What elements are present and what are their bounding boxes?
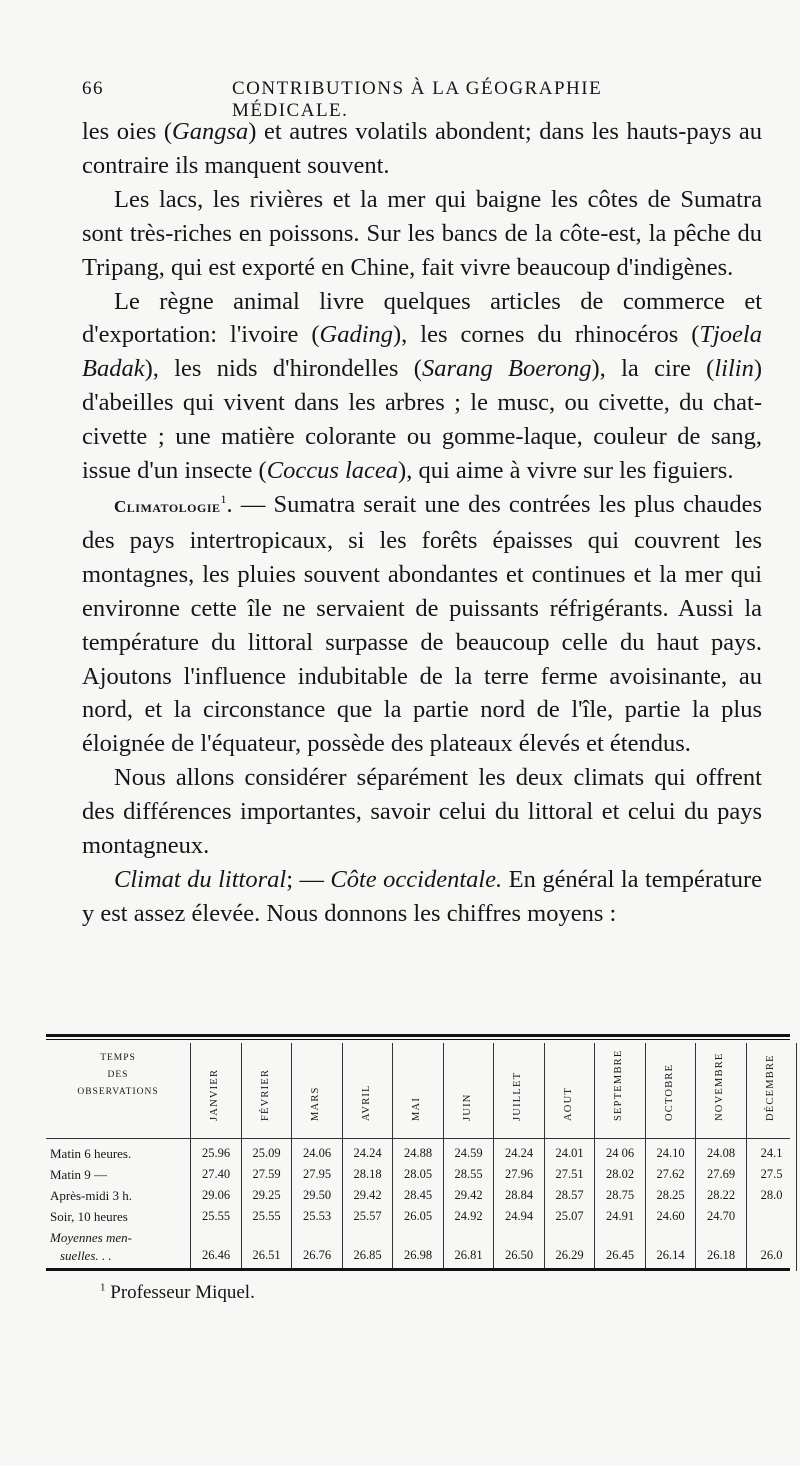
table-cell: 28.18	[353, 1167, 382, 1181]
paragraph-3: Le règne animal livre quelques articles de commerce et d'exportation: l'ivoire (Gading), les cornes du rhinocéros (Tjoela Badak), les nids d'hirondelles (Sarang Boerong), la cire (lilin) d'abeilles qui vivent dans les arbres ; le musc, ou civette, du chat-civette ; une matière colorante ou gomme-laque, couleur de sang, issue d'un insecte (Coccus lacea), qui aime à vivre sur les figuiers.	[82, 287, 762, 485]
table-cell: 28.75	[605, 1188, 635, 1202]
table-cell: 25.57	[353, 1209, 382, 1223]
table-cell: 28.25	[656, 1188, 685, 1202]
table-cell: 25.55	[252, 1209, 281, 1223]
table-cell: 27.5	[760, 1167, 783, 1181]
table-cell: 28.0	[760, 1188, 783, 1202]
table-cell: 29.50	[302, 1188, 332, 1202]
table-cell: 28.22	[706, 1188, 736, 1202]
table-cell: 26.76	[302, 1248, 332, 1262]
month-header: JANVIER	[209, 1068, 220, 1121]
table-cell: 25.09	[252, 1146, 281, 1160]
table-cell: 26.18	[706, 1248, 736, 1262]
table-cell: 25.07	[555, 1209, 584, 1223]
month-header: AVRIL	[360, 1084, 372, 1121]
table-cell: 24.24	[504, 1146, 534, 1160]
row-label: Matin 6 heures.	[50, 1146, 132, 1161]
month-header: NOVEMBRE	[714, 1052, 725, 1121]
footnote-ref: 1	[220, 491, 227, 506]
table-cell: 26.51	[252, 1248, 281, 1262]
paragraph-2: Les lacs, les rivières et la mer qui baigne les côtes de Sumatra sont très-riches en poissons. Sur les bancs de la côte-est, la pêche du Tripang, qui est exporté en Chine, fait vivre beaucoup d'indigènes.	[82, 185, 762, 281]
table-cell: 26.50	[504, 1248, 534, 1262]
table-cell: 24.70	[706, 1209, 736, 1223]
table-cell: 24.24	[353, 1146, 382, 1160]
table-cell: 24 06	[605, 1146, 635, 1160]
month-header: OCTOBRE	[663, 1063, 675, 1121]
table-cell: 27.69	[706, 1167, 736, 1181]
table-cell: 24.94	[504, 1209, 534, 1223]
table-cell: 26.45	[605, 1248, 635, 1262]
table-cell: 24.01	[555, 1146, 584, 1160]
month-header: SEPTEMBRE	[613, 1049, 624, 1121]
body-text	[82, 115, 762, 931]
table-cell: 29.42	[454, 1188, 483, 1202]
row-label: Moyennes men-	[50, 1230, 132, 1245]
paragraph-6: Climat du littoral; — Côte occidentale. En général la température y est assez élevée. Nous donnons les chiffres moyens :	[82, 865, 762, 927]
header-rule	[46, 1138, 790, 1139]
table-cell: 26.81	[454, 1248, 483, 1262]
table-cell: 26.85	[353, 1248, 382, 1262]
table-cell: 26.98	[403, 1248, 433, 1262]
table-cell: 27.40	[201, 1167, 231, 1181]
table-top-rule-thin	[46, 1039, 790, 1040]
running-head	[82, 78, 722, 121]
month-header: DÉCEMBRE	[764, 1054, 776, 1121]
table-cell: 24.91	[605, 1209, 635, 1223]
row-label-cont: suelles. . .	[60, 1248, 112, 1263]
table-bottom-rule	[46, 1268, 790, 1271]
table-cell: 24.10	[656, 1146, 685, 1160]
table-cell: 24.08	[706, 1146, 736, 1160]
table-cell: 27.51	[555, 1167, 584, 1181]
footnote: $^1$ Professeur Miquel.	[100, 1281, 255, 1303]
month-header: FÉVRIER	[259, 1068, 271, 1121]
table-cell: 28.57	[555, 1188, 584, 1202]
table-cell: 28.55	[454, 1167, 483, 1181]
table-cell: 24.88	[403, 1146, 433, 1160]
month-header: JUILLET	[512, 1071, 523, 1121]
table-cell: 27.95	[302, 1167, 332, 1181]
table-cell: 28.45	[403, 1188, 433, 1202]
month-header: MARS	[310, 1086, 321, 1121]
table-cell: 24.92	[454, 1209, 483, 1223]
table-cell: 24.06	[302, 1146, 332, 1160]
table-cell: 25.53	[302, 1209, 332, 1223]
table-cell: 27.59	[252, 1167, 281, 1181]
table-cell: 25.55	[201, 1209, 231, 1223]
section-heading: Climatologie	[114, 496, 221, 516]
table-cell: 24.1	[760, 1146, 783, 1160]
table-cell: 29.42	[353, 1188, 382, 1202]
row-label: Soir, 10 heures	[50, 1209, 128, 1224]
table-cell: 27.96	[504, 1167, 534, 1181]
row-label: Après-midi 3 h.	[50, 1188, 132, 1203]
table-cell: 26.46	[201, 1248, 231, 1262]
paragraph-1: les oies (Gangsa) et autres volatils abondent; dans les hauts-pays au contraire ils manquent souvent.	[82, 118, 762, 179]
table-top-rule	[46, 1034, 790, 1037]
table-cell: 26.14	[656, 1248, 685, 1262]
table-cell: 28.05	[403, 1167, 433, 1181]
table-cell: 29.06	[201, 1188, 231, 1202]
table-cell: 24.59	[454, 1146, 483, 1160]
table-cell: 26.29	[555, 1248, 584, 1262]
month-header: AOUT	[562, 1087, 574, 1121]
table-cell: 28.84	[504, 1188, 534, 1202]
paragraph-4: Climatologie$^1$. — Sumatra serait une des contrées les plus chaudes des pays intertropicaux, si les forêts épaisses qui couvrent les montagnes, les pluies souvent abondantes et continues et la mer qui environne cette île ne servaient de puissants réfrigérants. Aussi la température du littoral surpasse de beaucoup celle du haut pays. Ajoutons l'influence indubitable de la terre ferme avoisinante, au nord, et la circonstance que la partie nord de l'île, partie la plus éloignée de l'équateur, possède des plateaux élevés et étendus.	[82, 490, 762, 758]
table-cell: 26.05	[403, 1209, 433, 1223]
running-title: CONTRIBUTIONS À LA GÉOGRAPHIE MÉDICALE.	[232, 78, 603, 121]
month-header: MAI	[411, 1096, 422, 1121]
table-cell: 26.0	[760, 1248, 783, 1262]
page-number: 66	[82, 78, 104, 99]
paragraph-5: Nous allons considérer séparément les deux climats qui offrent des différences importantes, savoir celui du littoral et celui du pays montagneux.	[82, 764, 762, 860]
table-row-header: TEMPS DES OBSERVATIONS	[77, 1053, 159, 1097]
table-cell: 28.02	[605, 1167, 635, 1181]
table-cell: 25.96	[201, 1146, 231, 1160]
month-header: JUIN	[461, 1093, 473, 1121]
row-label: Matin 9 —	[50, 1167, 108, 1182]
table-cell: 29.25	[252, 1188, 281, 1202]
table-cell: 24.60	[656, 1209, 685, 1223]
table-cell: 27.62	[656, 1167, 685, 1181]
